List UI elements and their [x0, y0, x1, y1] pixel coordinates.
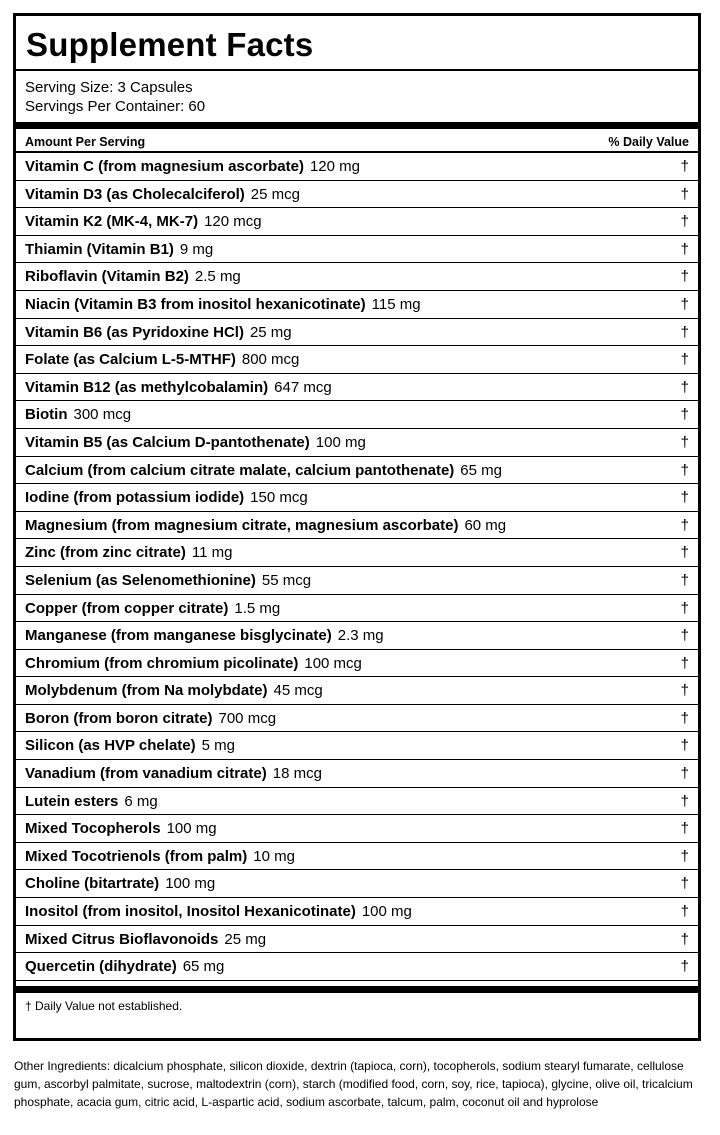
nutrient-row	[16, 732, 698, 760]
nutrient-daily-value: †	[680, 792, 689, 810]
nutrient-name: Biotin	[25, 406, 68, 424]
nutrient-row	[16, 898, 698, 926]
nutrient-name: Choline (bitartrate)	[25, 875, 160, 893]
nutrient-name: Molybdenum (from Na molybdate)	[25, 682, 268, 700]
nutrient-name: Lutein esters	[25, 792, 119, 810]
nutrient-daily-value: †	[680, 930, 689, 948]
nutrient-daily-value: †	[680, 295, 689, 313]
nutrient-row	[16, 153, 698, 181]
nutrient-name: Silicon (as HVP chelate)	[25, 737, 196, 755]
nutrient-row	[16, 650, 698, 678]
nutrient-name: Vitamin D3 (as Cholecalciferol)	[25, 185, 245, 203]
nutrient-amount: 100 mg	[166, 820, 217, 838]
nutrient-name: Vanadium (from vanadium citrate)	[25, 765, 267, 783]
nutrient-amount: 100 mg	[165, 875, 216, 893]
nutrient-amount: 5 mg	[201, 737, 235, 755]
nutrient-row	[16, 263, 698, 291]
nutrient-amount: 9 mg	[179, 240, 214, 258]
nutrient-name: Mixed Tocopherols	[25, 820, 161, 838]
other-ingredients: Other Ingredients: dicalcium phosphate, silicon dioxide, dextrin (tapioca, corn), tocopherols, sodium stearyl fumarate, cellulose gum, ascorbyl palmitate, sucrose, maltodextrin (corn), starch (modified food, corn, soy, rice, tapioca), glycine, olive oil, tricalcium phosphate, acacia gum, citric acid, L-aspartic acid, sodium ascorbate, talcum, palm, coconut oil and hyprolose	[14, 1059, 693, 1109]
daily-value-header: % Daily Value	[608, 135, 689, 149]
nutrient-row	[16, 760, 698, 788]
nutrient-table	[16, 153, 698, 981]
nutrient-name: Folate (as Calcium L-5-MTHF)	[25, 351, 236, 369]
nutrient-name: Vitamin C (from magnesium ascorbate)	[25, 158, 304, 175]
nutrient-amount: 10 mg	[253, 847, 295, 865]
nutrient-daily-value: †	[680, 875, 689, 893]
nutrient-name: Vitamin B6 (as Pyridoxine HCl)	[25, 323, 244, 341]
nutrient-name: Riboflavin (Vitamin B2)	[25, 268, 189, 286]
nutrient-amount: 120 mg	[309, 158, 361, 175]
footnote: † Daily Value not established.	[25, 999, 183, 1013]
nutrient-amount: 55 mcg	[261, 571, 312, 589]
nutrient-name: Mixed Citrus Bioflavonoids	[25, 930, 219, 948]
nutrient-row	[16, 401, 698, 429]
nutrient-name: Thiamin (Vitamin B1)	[25, 240, 174, 258]
nutrient-daily-value: †	[680, 351, 689, 369]
nutrient-daily-value: †	[680, 903, 689, 921]
nutrient-daily-value: †	[680, 516, 689, 534]
nutrient-amount: 150 mcg	[250, 489, 308, 507]
nutrient-daily-value: †	[680, 682, 689, 700]
nutrient-amount: 65 mg	[182, 958, 225, 976]
nutrient-name: Selenium (as Selenomethionine)	[25, 571, 256, 589]
nutrient-row	[16, 236, 698, 264]
nutrient-amount: 100 mg	[361, 903, 412, 921]
nutrient-row	[16, 319, 698, 347]
nutrient-row	[16, 870, 698, 898]
nutrient-name: Copper (from copper citrate)	[25, 599, 229, 617]
nutrient-name: Boron (from boron citrate)	[25, 709, 213, 727]
nutrient-row	[16, 622, 698, 650]
nutrient-daily-value: †	[680, 709, 689, 727]
nutrient-name: Inositol (from inositol, Inositol Hexanicotinate)	[25, 903, 356, 921]
nutrient-amount: 800 mcg	[241, 351, 300, 369]
nutrient-daily-value: †	[680, 213, 689, 231]
supplement-facts-panel	[13, 13, 701, 1041]
nutrient-daily-value: †	[680, 406, 689, 424]
nutrient-row	[16, 567, 698, 595]
nutrient-row	[16, 208, 698, 236]
nutrient-daily-value: †	[680, 847, 689, 865]
nutrient-name: Quercetin (dihydrate)	[25, 958, 177, 976]
nutrient-row	[16, 788, 698, 816]
nutrient-row	[16, 843, 698, 871]
nutrient-amount: 647 mcg	[274, 378, 332, 396]
nutrient-amount: 100 mg	[315, 433, 366, 451]
column-header-row	[25, 133, 689, 151]
nutrient-row	[16, 705, 698, 733]
nutrient-daily-value: †	[680, 489, 689, 507]
nutrient-daily-value: †	[680, 544, 689, 562]
nutrient-row	[16, 512, 698, 540]
nutrient-daily-value: †	[680, 461, 689, 479]
nutrient-amount: 25 mg	[249, 323, 292, 341]
nutrient-name: Vitamin K2 (MK-4, MK-7)	[25, 213, 199, 231]
panel-title: Supplement Facts	[26, 26, 314, 63]
footer-divider	[16, 986, 698, 993]
nutrient-amount: 65 mg	[460, 461, 502, 479]
nutrient-daily-value: †	[680, 627, 689, 645]
nutrient-row	[16, 429, 698, 457]
nutrient-daily-value: †	[680, 571, 689, 589]
nutrient-amount: 45 mcg	[273, 682, 323, 700]
nutrient-amount: 120 mcg	[204, 213, 262, 231]
nutrient-amount: 18 mcg	[272, 765, 322, 783]
nutrient-name: Niacin (Vitamin B3 from inositol hexanicotinate)	[25, 295, 366, 313]
nutrient-row	[16, 539, 698, 567]
nutrient-amount: 25 mcg	[250, 185, 300, 203]
nutrient-amount: 6 mg	[124, 792, 158, 810]
nutrient-amount: 2.5 mg	[194, 268, 241, 286]
nutrient-name: Iodine (from potassium iodide)	[25, 489, 245, 507]
nutrient-amount: 115 mg	[371, 295, 421, 313]
nutrient-name: Mixed Tocotrienols (from palm)	[25, 847, 248, 865]
nutrient-daily-value: †	[680, 654, 689, 672]
nutrient-name: Chromium (from chromium picolinate)	[25, 654, 299, 672]
nutrient-name: Manganese (from manganese bisglycinate)	[25, 627, 332, 645]
nutrient-daily-value: †	[680, 323, 689, 341]
nutrient-daily-value: †	[680, 820, 689, 838]
amount-per-serving-header: Amount Per Serving	[25, 135, 146, 149]
nutrient-row	[16, 181, 698, 209]
nutrient-row	[16, 595, 698, 623]
nutrient-amount: 700 mcg	[218, 709, 277, 727]
nutrient-daily-value: †	[680, 240, 689, 258]
nutrient-amount: 1.5 mg	[234, 599, 281, 617]
nutrient-amount: 300 mcg	[73, 406, 132, 424]
nutrient-amount: 25 mg	[224, 930, 267, 948]
nutrient-row	[16, 926, 698, 954]
nutrient-row	[16, 346, 698, 374]
nutrient-row	[16, 457, 698, 485]
nutrient-name: Zinc (from zinc citrate)	[25, 544, 186, 562]
serving-divider	[16, 122, 698, 129]
nutrient-row	[16, 484, 698, 512]
nutrient-daily-value: †	[680, 268, 689, 286]
nutrient-row	[16, 953, 698, 981]
nutrient-daily-value: †	[680, 158, 689, 175]
nutrient-amount: 11 mg	[191, 544, 233, 562]
nutrient-daily-value: †	[680, 958, 689, 976]
nutrient-row	[16, 291, 698, 319]
nutrient-row	[16, 374, 698, 402]
nutrient-daily-value: †	[680, 737, 689, 755]
nutrient-amount: 100 mcg	[304, 654, 362, 672]
nutrient-name: Calcium (from calcium citrate malate, calcium pantothenate)	[25, 461, 455, 479]
nutrient-daily-value: †	[680, 378, 689, 396]
nutrient-name: Vitamin B5 (as Calcium D-pantothenate)	[25, 433, 310, 451]
nutrient-amount: 2.3 mg	[337, 627, 384, 645]
nutrient-name: Magnesium (from magnesium citrate, magnesium ascorbate)	[25, 516, 459, 534]
serving-size: Serving Size: 3 Capsules	[25, 79, 193, 96]
nutrient-daily-value: †	[680, 185, 689, 203]
nutrient-row	[16, 815, 698, 843]
nutrient-amount: 60 mg	[464, 516, 507, 534]
nutrient-daily-value: †	[680, 599, 689, 617]
title-divider	[16, 69, 698, 71]
nutrient-daily-value: †	[680, 765, 689, 783]
nutrient-daily-value: †	[680, 433, 689, 451]
servings-per-container: Servings Per Container: 60	[25, 98, 206, 115]
nutrient-row	[16, 677, 698, 705]
nutrient-name: Vitamin B12 (as methylcobalamin)	[25, 378, 269, 396]
